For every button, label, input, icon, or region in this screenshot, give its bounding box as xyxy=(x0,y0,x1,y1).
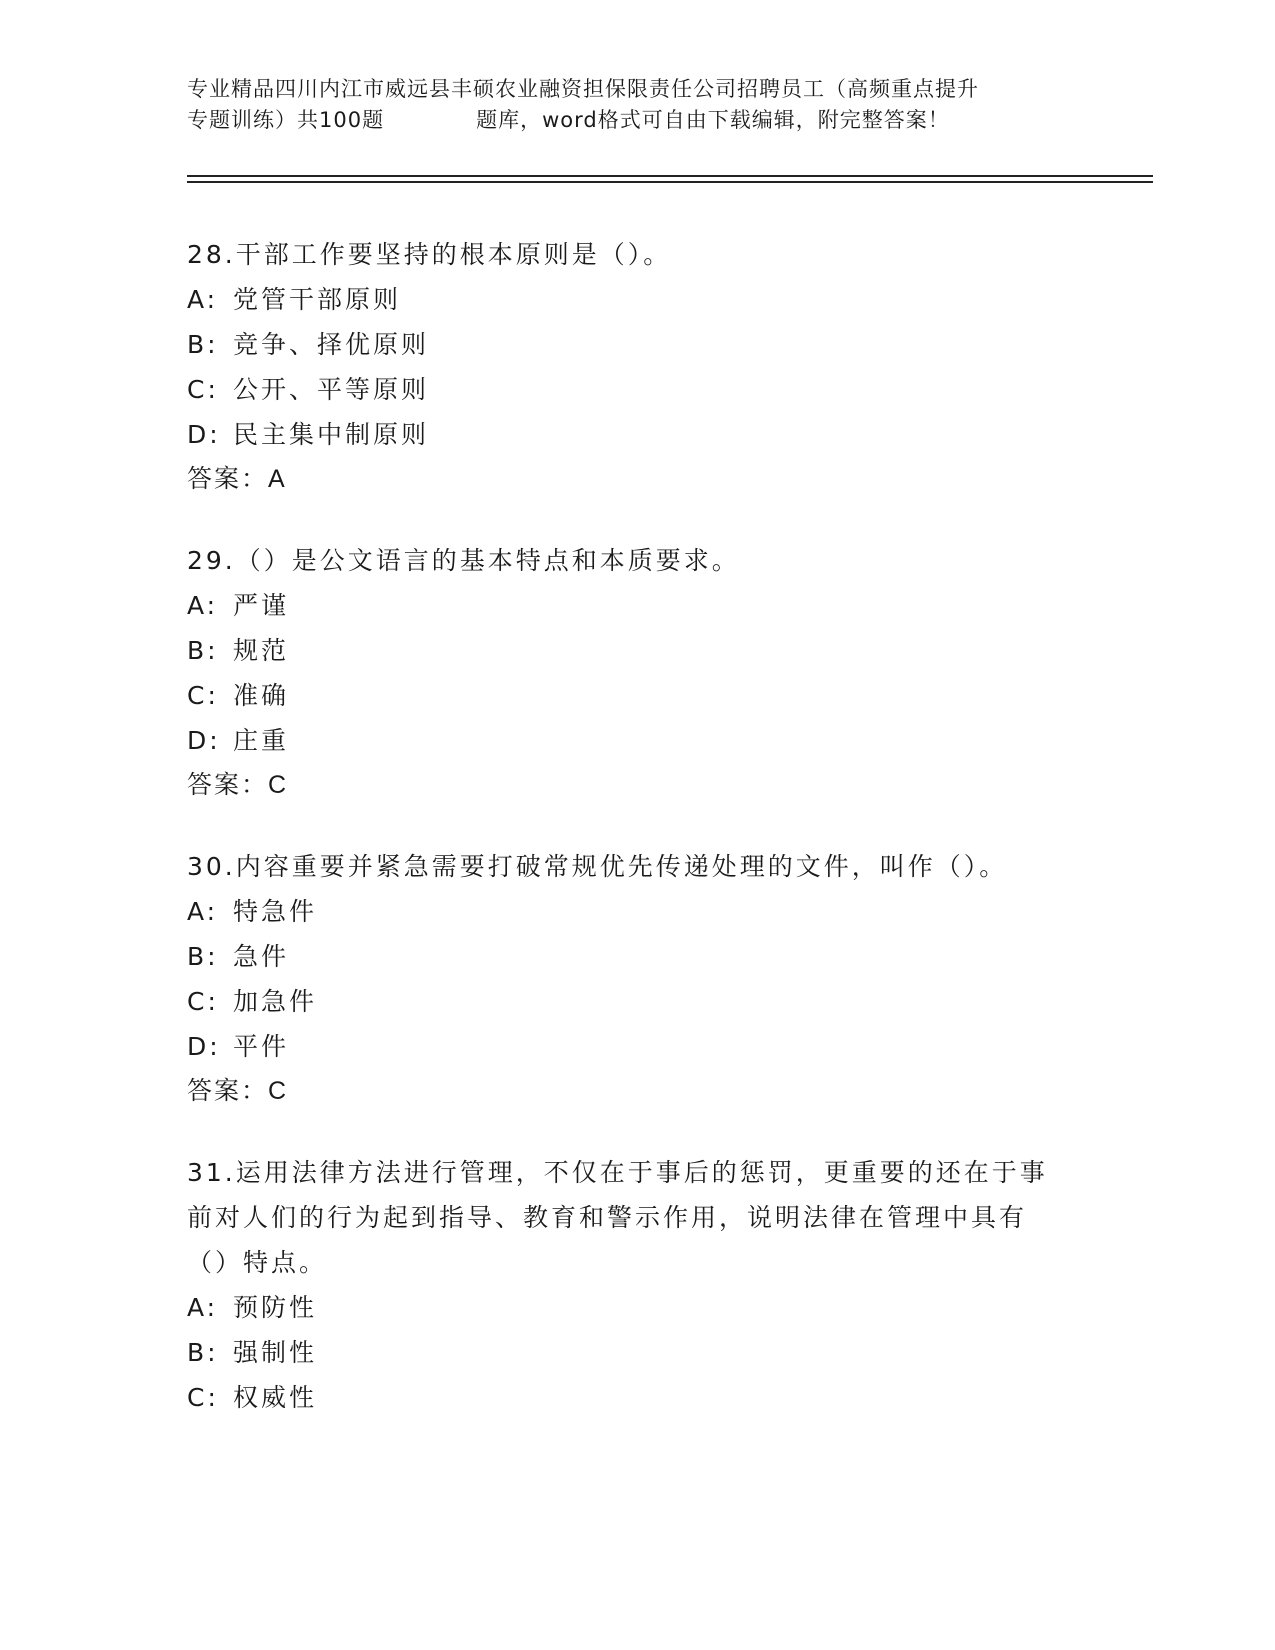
option-letter: D: xyxy=(187,1032,221,1061)
option-text: 平件 xyxy=(233,1032,290,1061)
option-c xyxy=(187,673,1087,718)
option-letter: C: xyxy=(187,987,219,1016)
option-a xyxy=(187,583,1087,628)
header-title-line-1: 专业精品四川内江市威远县丰硕农业融资担保限责任公司招聘员工（高频重点提升 xyxy=(187,77,979,101)
option-text: 民主集中制原则 xyxy=(233,420,430,449)
option-c xyxy=(187,367,1087,412)
option-b xyxy=(187,628,1087,673)
option-text: 庄重 xyxy=(233,726,290,755)
question-text-line-3: （）特点。 xyxy=(187,1248,328,1277)
question-text-line-1: 31.运用法律方法进行管理，不仅在于事后的惩罚，更重要的还在于事 xyxy=(187,1158,1048,1187)
option-text: 公开、平等原则 xyxy=(233,375,430,404)
option-d xyxy=(187,412,1087,457)
option-text: 特急件 xyxy=(233,897,318,926)
option-text: 准确 xyxy=(233,681,290,710)
option-letter: B: xyxy=(187,1338,219,1367)
option-b xyxy=(187,934,1087,979)
option-letter: C: xyxy=(187,375,219,404)
header-divider-bottom xyxy=(187,181,1153,183)
option-letter: A: xyxy=(187,897,219,926)
option-text: 严谨 xyxy=(233,591,290,620)
question-text: 30.内容重要并紧急需要打破常规优先传递处理的文件，叫作（）。 xyxy=(187,852,1008,881)
question-text-line-2: 前对人们的行为起到指导、教育和警示作用，说明法律在管理中具有 xyxy=(187,1203,1028,1232)
option-letter: D: xyxy=(187,726,221,755)
option-letter: A: xyxy=(187,591,219,620)
option-letter: A: xyxy=(187,285,219,314)
question-28 xyxy=(187,232,1087,502)
option-text: 强制性 xyxy=(233,1338,318,1367)
option-b xyxy=(187,1330,1087,1375)
option-text: 急件 xyxy=(233,942,290,971)
option-text: 党管干部原则 xyxy=(233,285,402,314)
question-text: 28.干部工作要坚持的根本原则是（）。 xyxy=(187,240,672,269)
option-letter: A: xyxy=(187,1293,219,1322)
option-a xyxy=(187,889,1087,934)
option-letter: C: xyxy=(187,1383,219,1412)
question-31 xyxy=(187,1150,1087,1420)
option-letter: B: xyxy=(187,330,219,359)
option-d xyxy=(187,718,1087,763)
option-a xyxy=(187,1285,1087,1330)
header-title-part-2: 题库，word格式可自由下载编辑，附完整答案！ xyxy=(476,108,950,132)
option-text: 权威性 xyxy=(233,1383,318,1412)
header-title-line-2 xyxy=(187,105,1087,136)
option-letter: B: xyxy=(187,942,219,971)
header-divider-top xyxy=(187,175,1153,177)
option-letter: B: xyxy=(187,636,219,665)
option-b xyxy=(187,322,1087,367)
question-30 xyxy=(187,844,1087,1114)
answer-text: 答案：C xyxy=(187,771,289,799)
answer-text: 答案：C xyxy=(187,1077,289,1105)
option-letter: C: xyxy=(187,681,219,710)
option-letter: D: xyxy=(187,420,221,449)
option-c xyxy=(187,1375,1087,1420)
option-text: 竞争、择优原则 xyxy=(233,330,430,359)
question-list xyxy=(187,232,1087,1456)
option-text: 预防性 xyxy=(233,1293,318,1322)
document-header xyxy=(187,74,1087,136)
option-d xyxy=(187,1024,1087,1069)
option-text: 规范 xyxy=(233,636,290,665)
question-29 xyxy=(187,538,1087,808)
option-c xyxy=(187,979,1087,1024)
answer-text: 答案：A xyxy=(187,465,287,493)
option-text: 加急件 xyxy=(233,987,318,1016)
header-title-part-1: 专题训练）共100题 xyxy=(187,108,385,132)
option-a xyxy=(187,277,1087,322)
question-text: 29.（）是公文语言的基本特点和本质要求。 xyxy=(187,546,740,575)
